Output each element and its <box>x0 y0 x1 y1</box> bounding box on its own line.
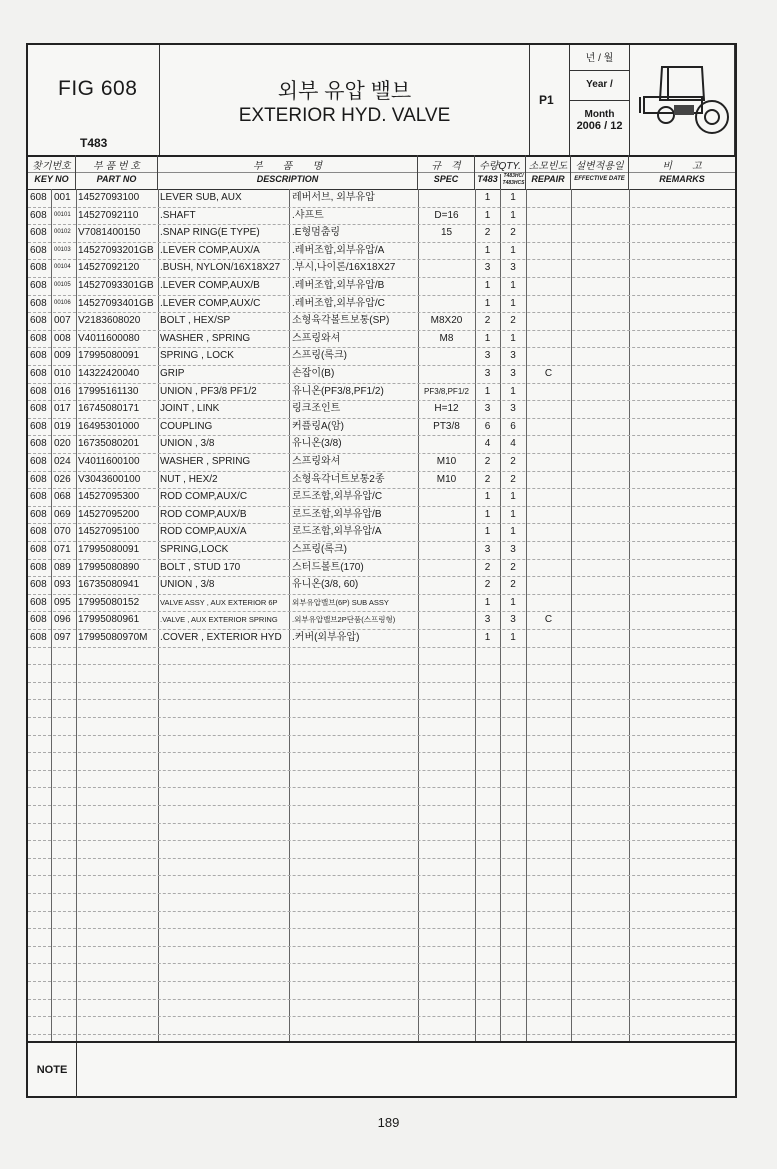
key-number: 020 <box>54 438 71 450</box>
description-kr: 소형육각볼트보통(SP) <box>292 315 390 327</box>
qty-t483: 2 <box>484 227 491 239</box>
table-row <box>28 488 735 506</box>
key-fig: 608 <box>30 227 47 239</box>
description-en: ROD COMP,AUX/C <box>160 491 248 503</box>
description-kr: 스프링와셔 <box>292 456 341 467</box>
model-code: T483 <box>80 136 108 150</box>
spec: PF3/8,PF1/2 <box>424 386 469 396</box>
description-kr: .샤프트 <box>292 209 324 221</box>
qty-t483hc: 2 <box>510 227 516 239</box>
key-number: 010 <box>54 368 71 379</box>
description-kr: .커버(외부유압) <box>292 632 360 643</box>
key-fig: 608 <box>30 350 47 362</box>
qty-t483hc: 2 <box>510 456 516 467</box>
col-qty <box>475 155 526 189</box>
qty-t483: 2 <box>484 561 491 573</box>
col-key-kr: 찾기번호 <box>32 161 71 172</box>
col-desc <box>158 155 418 189</box>
part-number: V7081400150 <box>78 227 141 239</box>
spec: D=16 <box>434 209 459 221</box>
key-number: 089 <box>54 561 71 573</box>
qty-t483hc: 1 <box>510 332 516 344</box>
part-number: 17995080091 <box>78 350 140 362</box>
key-number: 095 <box>54 596 71 608</box>
table-row <box>28 506 735 524</box>
qty-t483: 4 <box>484 438 491 450</box>
key-number: 016 <box>54 385 71 397</box>
qty-t483hc: 1 <box>510 297 516 309</box>
qty-t483hc: 2 <box>510 561 516 573</box>
part-number: 14527093401GB <box>78 297 154 309</box>
key-fig: 608 <box>30 315 47 327</box>
col-effective-kr: 설변적용일 <box>575 161 624 172</box>
qty-t483: 3 <box>484 350 491 362</box>
description-en: BOLT , STUD 170 <box>160 561 241 573</box>
sheet-header <box>28 45 735 157</box>
description-kr: 스프링(록크) <box>292 350 347 362</box>
table-row <box>28 295 735 313</box>
qty-t483: 1 <box>484 596 491 608</box>
description-kr: 로드조합,외부유압/C <box>292 491 383 503</box>
qty-t483: 1 <box>484 491 491 503</box>
key-fig: 608 <box>30 297 47 309</box>
table-row <box>28 189 735 207</box>
qty-t483: 2 <box>484 315 491 327</box>
note-box <box>28 1041 735 1098</box>
description-kr: .외부유압밸브2P단품(스프링형) <box>292 615 396 625</box>
table-row <box>28 259 735 277</box>
key-fig: 608 <box>30 280 47 291</box>
title-english: EXTERIOR HYD. VALVE <box>238 105 451 126</box>
key-fig: 608 <box>30 403 47 415</box>
part-number: 16735080941 <box>78 579 140 591</box>
table-row <box>28 365 735 383</box>
col-repair-en: REPAIR <box>531 174 565 184</box>
qty-t483hc: 1 <box>510 244 516 256</box>
spec: PT3/8 <box>433 420 460 432</box>
description-kr: 스터드볼트(170) <box>292 561 364 573</box>
key-number: 097 <box>54 632 71 643</box>
qty-t483hc: 4 <box>510 438 516 450</box>
qty-t483: 3 <box>484 262 491 274</box>
qty-t483hc: 3 <box>510 262 516 274</box>
issue-date: 2006 / 12 <box>576 120 623 132</box>
key-number: 00103 <box>54 246 71 253</box>
qty-t483: 2 <box>484 456 491 467</box>
table-row <box>28 312 735 330</box>
description-kr: 링크조인트 <box>292 403 341 415</box>
part-number: V2183608020 <box>78 315 141 327</box>
table-row <box>28 576 735 594</box>
description-kr: .부시,나이론/16X18X27 <box>292 262 396 274</box>
qty-t483hc: 3 <box>510 614 516 626</box>
key-fig: 608 <box>30 526 47 538</box>
col-remarks-kr: 비 고 <box>662 161 702 172</box>
part-number: 17995080961 <box>78 614 140 626</box>
key-fig: 608 <box>30 561 47 573</box>
table-row <box>28 541 735 559</box>
col-repair <box>526 155 571 189</box>
key-number: 026 <box>54 473 71 485</box>
year-month-cell <box>570 45 630 155</box>
table-row <box>28 611 735 629</box>
key-number: 00102 <box>54 229 71 236</box>
key-fig: 608 <box>30 385 47 397</box>
description-kr: .E형멈춤링 <box>292 227 341 239</box>
col-qty-t483hc: T483HC/ T483HCS <box>502 173 525 186</box>
col-part-en: PART NO <box>96 174 137 184</box>
col-part-kr: 부 품 번 호 <box>93 161 140 172</box>
qty-t483hc: 3 <box>510 544 516 555</box>
qty-t483hc: 1 <box>510 280 516 291</box>
qty-t483hc: 1 <box>510 385 516 397</box>
part-number: 14527093100 <box>78 192 140 203</box>
page-code-cell <box>530 45 570 155</box>
table-row <box>28 330 735 348</box>
qty-t483hc: 1 <box>510 508 516 520</box>
description-en: .VALVE , AUX EXTERIOR SPRING <box>160 615 278 625</box>
key-fig: 608 <box>30 332 47 344</box>
key-number: 007 <box>54 315 71 327</box>
table-row <box>28 224 735 242</box>
col-desc-en: DESCRIPTION <box>256 174 319 184</box>
key-number: 024 <box>54 456 71 467</box>
key-fig: 608 <box>30 192 47 203</box>
col-effective-en: EFFECTIVE DATE <box>574 176 625 182</box>
description-kr: 손잡이(B) <box>292 368 335 379</box>
key-fig: 608 <box>30 614 47 626</box>
part-number: 14527093301GB <box>78 280 154 291</box>
table-row <box>28 559 735 577</box>
col-remarks-en: REMARKS <box>659 174 705 184</box>
part-number: 17995080970M <box>78 632 148 643</box>
qty-t483: 2 <box>484 579 491 591</box>
key-fig: 608 <box>30 579 47 591</box>
part-number: V3043600100 <box>78 473 141 485</box>
description-en: .COVER , EXTERIOR HYD <box>160 632 282 643</box>
year-month-korean: 년 / 월 <box>570 45 629 71</box>
qty-t483: 1 <box>484 244 491 256</box>
part-number: 14527095100 <box>78 526 140 538</box>
spec: 15 <box>440 227 453 239</box>
qty-t483: 1 <box>484 209 491 221</box>
key-number: 068 <box>54 491 71 503</box>
qty-t483hc: 2 <box>510 579 516 591</box>
description-kr: .레버조합,외부유압/A <box>292 244 385 256</box>
description-en: WASHER , SPRING <box>160 456 251 467</box>
key-number: 093 <box>54 579 71 591</box>
col-effective <box>571 155 629 189</box>
part-number: 17995080091 <box>78 544 140 555</box>
qty-t483hc: 3 <box>510 350 516 362</box>
qty-t483hc: 1 <box>510 491 516 503</box>
col-spec <box>418 155 475 189</box>
description-en: NUT , HEX/2 <box>160 473 218 485</box>
key-number: 017 <box>54 403 71 415</box>
part-number: 17995080890 <box>78 561 140 573</box>
key-number: 096 <box>54 614 71 626</box>
key-fig: 608 <box>30 438 47 450</box>
description-kr: 스프링(록크) <box>292 544 347 555</box>
qty-t483: 1 <box>484 508 491 520</box>
table-row <box>28 242 735 260</box>
table-row <box>28 435 735 453</box>
year-month-english: Year / Month <box>570 70 629 101</box>
key-number: 008 <box>54 332 71 344</box>
fig-number: FIG 608 <box>58 77 138 100</box>
key-fig: 608 <box>30 456 47 467</box>
col-key <box>28 155 76 189</box>
spec: M10 <box>436 473 457 485</box>
description-en: UNION , 3/8 <box>160 438 215 450</box>
description-kr: 로드조합,외부유압/B <box>292 508 382 520</box>
key-number: 069 <box>54 508 71 520</box>
description-en: UNION , 3/8 <box>160 579 215 591</box>
table-row <box>28 400 735 418</box>
part-number: V4011600100 <box>78 456 140 467</box>
key-number: 00104 <box>54 264 71 271</box>
parts-table <box>28 189 735 1041</box>
table-row <box>28 207 735 225</box>
table-row <box>28 594 735 612</box>
qty-t483hc: 2 <box>510 315 516 327</box>
description-en: ROD COMP,AUX/B <box>160 508 247 520</box>
col-repair-kr: 소모빈도 <box>528 161 568 172</box>
description-kr: 커플링A(암) <box>292 420 344 432</box>
qty-t483: 3 <box>484 544 491 555</box>
spec: M10 <box>436 456 457 467</box>
spec: H=12 <box>434 403 459 415</box>
page-code: P1 <box>539 93 554 107</box>
description-en: .SHAFT <box>160 209 196 221</box>
part-number: 14527093201GB <box>78 244 154 256</box>
qty-t483hc: 1 <box>510 209 516 221</box>
part-number: 17995161130 <box>78 385 139 397</box>
part-number: 16495301000 <box>78 420 140 432</box>
description-en: VALVE ASSY , AUX EXTERIOR 6P <box>160 597 278 607</box>
description-en: .SNAP RING(E TYPE) <box>160 227 260 239</box>
key-number: 019 <box>54 420 71 432</box>
key-number: 070 <box>54 526 71 538</box>
description-en: SPRING,LOCK <box>160 544 229 555</box>
qty-t483: 1 <box>484 297 491 309</box>
qty-t483: 1 <box>484 632 491 643</box>
key-number: 00101 <box>54 211 71 218</box>
qty-t483hc: 1 <box>510 596 516 608</box>
key-fig: 608 <box>30 368 47 379</box>
part-number: 16735080201 <box>78 438 140 450</box>
col-spec-en: SPEC <box>433 174 459 184</box>
key-number: 071 <box>54 544 71 555</box>
repair: C <box>544 368 553 379</box>
title-korean: 외부 유압 밸브 <box>277 80 412 103</box>
table-row <box>28 453 735 471</box>
col-part <box>76 155 158 189</box>
description-kr: 로드조합,외부유압/A <box>292 526 382 538</box>
col-key-en: KEY NO <box>34 174 69 184</box>
table-row <box>28 347 735 365</box>
description-en: BOLT , HEX/SP <box>160 315 231 327</box>
description-en: JOINT , LINK <box>160 403 220 415</box>
qty-t483hc: 1 <box>510 632 516 643</box>
description-kr: 스프링와셔 <box>292 332 341 344</box>
page-number: 189 <box>377 1115 400 1130</box>
description-en: SPRING , LOCK <box>160 350 234 362</box>
key-fig: 608 <box>30 632 47 643</box>
part-number: 17995080152 <box>78 596 140 608</box>
part-number: V4011600080 <box>78 332 140 344</box>
qty-t483: 1 <box>484 192 491 203</box>
key-fig: 608 <box>30 473 47 485</box>
column-headers <box>28 155 735 190</box>
key-fig: 608 <box>30 508 47 520</box>
spec: M8X20 <box>430 315 463 327</box>
key-number: 00106 <box>54 299 71 306</box>
repair: C <box>544 614 553 626</box>
description-en: GRIP <box>160 368 185 379</box>
description-kr: 레버서브, 외부유압 <box>292 192 375 203</box>
description-kr: 유니온(PF3/8,PF1/2) <box>292 385 384 397</box>
key-number: 001 <box>54 192 71 203</box>
key-fig: 608 <box>30 262 47 274</box>
note-label: NOTE <box>28 1043 77 1098</box>
key-fig: 608 <box>30 244 47 256</box>
description-en: .BUSH, NYLON/16X18X27 <box>160 262 281 274</box>
key-fig: 608 <box>30 491 47 503</box>
qty-t483: 3 <box>484 368 491 379</box>
key-fig: 608 <box>30 596 47 608</box>
description-en: COUPLING <box>160 420 213 432</box>
key-fig: 608 <box>30 544 47 555</box>
qty-t483: 1 <box>484 385 491 397</box>
table-row <box>28 523 735 541</box>
key-fig: 608 <box>30 420 47 432</box>
qty-t483: 3 <box>484 614 491 626</box>
qty-t483hc: 2 <box>510 473 516 485</box>
qty-t483: 2 <box>484 473 491 485</box>
description-en: WASHER , SPRING <box>160 332 251 344</box>
description-kr: 소형육각너트보통2종 <box>292 473 385 485</box>
description-en: LEVER SUB, AUX <box>160 192 242 203</box>
description-en: .LEVER COMP,AUX/B <box>160 280 260 291</box>
description-en: ROD COMP,AUX/A <box>160 526 247 538</box>
description-kr: 유니온(3/8, 60) <box>292 579 359 591</box>
key-fig: 608 <box>30 209 47 221</box>
table-row <box>28 629 735 647</box>
col-remarks <box>629 155 735 189</box>
description-kr: 외부유압밸브(6P) SUB ASSY <box>292 597 389 607</box>
description-en: .LEVER COMP,AUX/C <box>160 297 261 309</box>
col-spec-kr: 규 격 <box>431 161 461 172</box>
tractor-icon <box>630 45 734 153</box>
description-kr: 유니온(3/8) <box>292 438 342 450</box>
qty-t483: 1 <box>484 280 491 291</box>
qty-t483hc: 3 <box>510 368 516 379</box>
part-number: 14527092110 <box>78 209 139 221</box>
title-cell <box>160 45 530 155</box>
key-number: 009 <box>54 350 71 362</box>
qty-t483hc: 3 <box>510 403 516 415</box>
fig-cell <box>28 45 160 155</box>
table-row <box>28 383 735 401</box>
qty-t483hc: 1 <box>510 526 516 538</box>
part-number: 14527092120 <box>78 262 140 274</box>
description-kr: .레버조합,외부유압/B <box>292 280 385 291</box>
tractor-illustration-cell <box>630 45 735 155</box>
table-row <box>28 418 735 436</box>
part-number: 14527095300 <box>78 491 140 503</box>
col-desc-kr: 부 품 명 <box>253 161 322 172</box>
description-en: UNION , PF3/8 PF1/2 <box>160 385 257 397</box>
part-number: 14322420040 <box>78 368 140 379</box>
qty-t483: 3 <box>484 403 491 415</box>
description-kr: .레버조합,외부유압/C <box>292 297 385 309</box>
key-number: 00105 <box>54 282 71 288</box>
col-qty-kr: 수량QTY. <box>479 161 521 172</box>
part-number: 14527095200 <box>78 508 140 520</box>
description-en: .LEVER COMP,AUX/A <box>160 244 260 256</box>
col-qty-t483: T483 <box>475 174 501 189</box>
qty-t483hc: 6 <box>510 420 516 432</box>
spec: M8 <box>439 332 454 344</box>
qty-t483: 1 <box>484 332 491 344</box>
qty-t483: 6 <box>484 420 491 432</box>
part-number: 16745080171 <box>78 403 140 415</box>
table-row <box>28 471 735 489</box>
parts-sheet <box>26 43 737 1098</box>
table-row <box>28 277 735 295</box>
qty-t483hc: 1 <box>510 192 516 203</box>
qty-t483: 1 <box>484 526 491 538</box>
